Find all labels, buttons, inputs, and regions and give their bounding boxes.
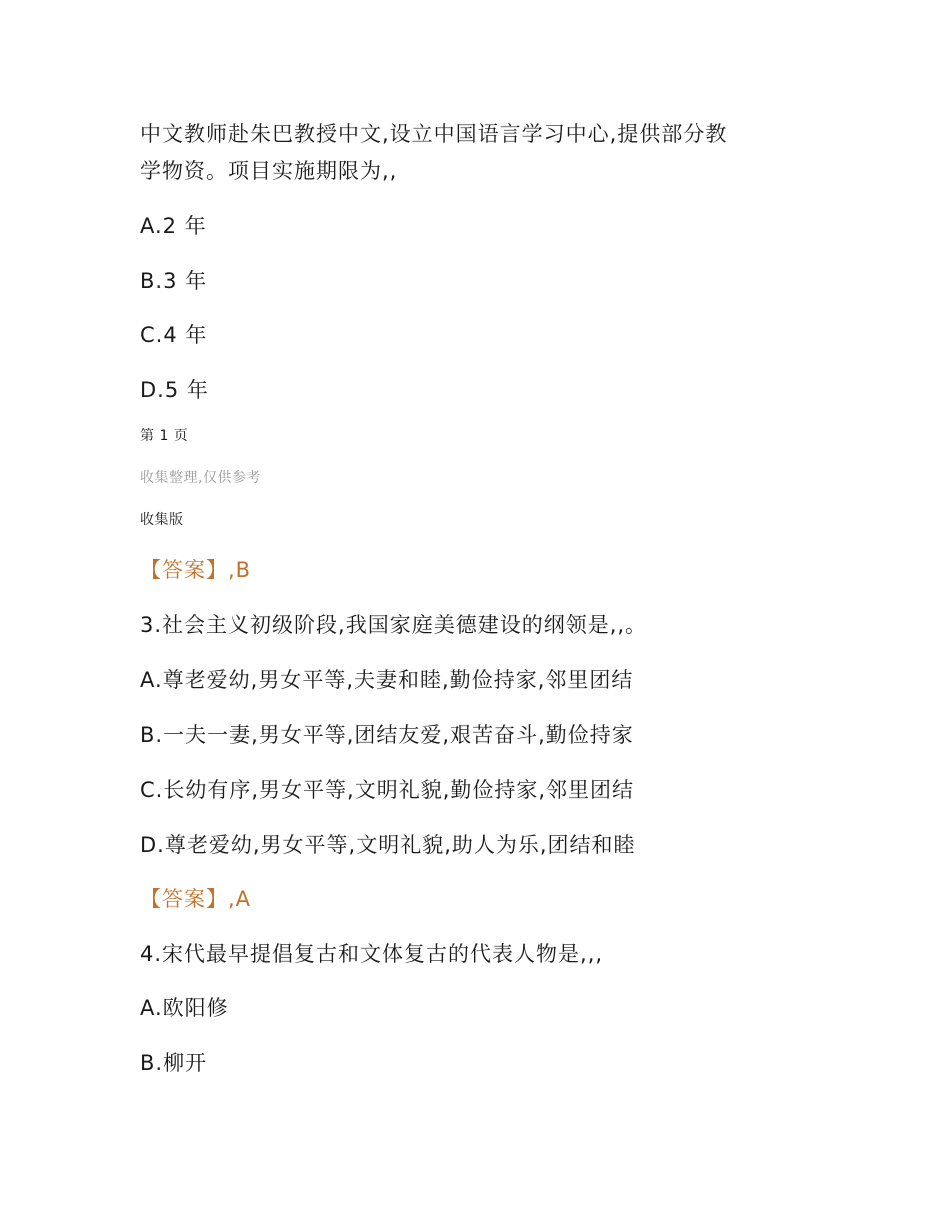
question-3-stem: 3.社会主义初级阶段,我国家庭美德建设的纲领是,,。 — [140, 613, 648, 637]
edition-label: 收集版 — [140, 512, 184, 528]
question-2-stem-line-1: 中文教师赴朱巴教授中文,设立中国语言学习中心,提供部分教 — [140, 122, 728, 146]
question-2-option-b: B.3 年 — [140, 269, 208, 293]
answer-3: 【答案】,A — [140, 887, 252, 911]
question-3-option-b: B.一夫一妻,男女平等,团结友爱,艰苦奋斗,勤俭持家 — [140, 723, 634, 747]
question-3-option-d: D.尊老爱幼,男女平等,文明礼貌,助人为乐,团结和睦 — [140, 833, 636, 857]
question-2-option-c: C.4 年 — [140, 323, 208, 347]
page-number: 第 1 页 — [140, 428, 189, 444]
question-4-option-a: A.欧阳修 — [140, 996, 229, 1020]
question-4-option-b: B.柳开 — [140, 1051, 208, 1075]
question-2-option-a: A.2 年 — [140, 214, 207, 238]
question-2-stem-line-2: 学物资。项目实施期限为,, — [140, 159, 398, 183]
question-2-option-d: D.5 年 — [140, 378, 209, 402]
question-4-stem: 4.宋代最早提倡复古和文体复古的代表人物是,,, — [140, 942, 604, 966]
question-3-option-a: A.尊老爱幼,男女平等,夫妻和睦,勤俭持家,邻里团结 — [140, 668, 634, 692]
answer-2: 【答案】,B — [140, 558, 252, 582]
collection-note: 收集整理,仅供参考 — [140, 470, 261, 486]
question-3-option-c: C.长幼有序,男女平等,文明礼貌,勤俭持家,邻里团结 — [140, 778, 635, 802]
